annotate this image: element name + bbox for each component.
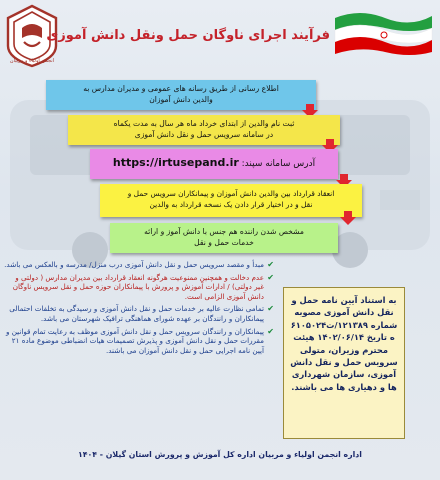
checkmark-icon: ✔ xyxy=(267,326,274,336)
checkmark-icon: ✔ xyxy=(267,272,274,282)
footer-credit: اداره انجمن اولیاء و مربیان اداره کل آموزش و پرورش استان گیلان - ۱۴۰۴ xyxy=(78,450,362,459)
list-item xyxy=(4,304,274,323)
step-5-box xyxy=(110,223,338,253)
legal-note-box xyxy=(283,287,405,439)
step-2-line-2: در سامانه سرویس حمل و نقل دانش آموزی xyxy=(134,130,274,139)
list-item xyxy=(4,327,274,356)
list-item xyxy=(4,273,274,302)
step-2-line-1: ثبت نام والدین از ابتدای خرداد ماه هر سال به مدت یکماه xyxy=(113,119,295,128)
step-2-box xyxy=(68,115,340,145)
sepand-url-link[interactable]: https://irtusepand.ir xyxy=(112,156,239,169)
step-5-line-2: خدمات حمل و نقل xyxy=(194,238,254,247)
list-item xyxy=(4,260,274,270)
page-title: فرآیند اجرای ناوگان حمل ونقل دانش آموزی xyxy=(46,28,330,43)
list-item-text: تمامی نظارت عالیه بر خدمات حمل و نقل دانش آموزی و رسیدگی به تخلفات احتمالی پیمانکاران و رانندگان بر عهده شورای هماهنگی ترافیک شهرستان می باشد. xyxy=(9,304,264,323)
legal-note-text: به استناد آیین نامه حمل و نقل دانش آموزی مصوبه شماره ۱۲۱۳۸۹/ت۶۱۰۵۰۲۴ ه تاریخ ۱۴۰۲/۰۶/۱۴ هیئت محترم وزیران، متولی سرویس حمل و نقل دانش آموزی، سازمان شهرداری ها و دهیاری ها می باشند. xyxy=(290,295,398,392)
rules-list xyxy=(4,260,274,358)
list-item-text: پیمانکاران و رانندگان سرویس حمل و نقل دانش آموزی موظف به رعایت تمام قوانین و مقررات حمل و نقل دانش آموزی و پذیرش تصمیمات هیات انضباطی موضوع ماده ۲۱ آیین نامه اجرایی حمل و نقل دانش آموزان می باشند. xyxy=(5,326,264,355)
step-1-box xyxy=(46,80,316,110)
step-5-line-1: مشخص شدن راننده هم جنس با دانش آموز و ارائه xyxy=(144,227,304,236)
logo-caption: انجمن اولیاء و مربیان xyxy=(9,58,55,64)
checkmark-icon: ✔ xyxy=(267,304,274,314)
arrow-down-icon xyxy=(340,211,356,225)
step-3-label: آدرس سامانه سپند: xyxy=(241,159,316,169)
step-4-line-2: نقل و در اختیار قرار دادن یک نسخه قرارداد به والدین xyxy=(149,200,313,209)
step-4-box xyxy=(100,184,362,217)
list-item-text: عدم دخالت و همچنین ممنوعیت هرگونه انعقاد قرارداد بین مدیران مدارس ( دولتی و غیر دولتی) / ادارات آموزش و پرورش با پیمانکاران حوزه حمل و نقل سرویس ناوگان دانش آموزی الزامی است. xyxy=(12,272,264,301)
step-3-box xyxy=(90,149,338,179)
step-1-line-1: اطلاع رسانی از طریق رسانه های عمومی و مدیران مدارس به xyxy=(83,84,279,93)
step-1-line-2: والدین دانش آموزان xyxy=(149,95,213,104)
list-item-text: مبدأ و مقصد سرویس حمل و نقل دانش آموزی درب منزل/ مدرسه و بالعکس می باشد. xyxy=(4,260,264,269)
step-4-line-1: انعقاد قرارداد بین والدین دانش آموزان و پیمانکاران سرویس حمل و xyxy=(127,189,335,198)
iran-flag-icon xyxy=(330,8,435,58)
checkmark-icon: ✔ xyxy=(267,260,274,269)
